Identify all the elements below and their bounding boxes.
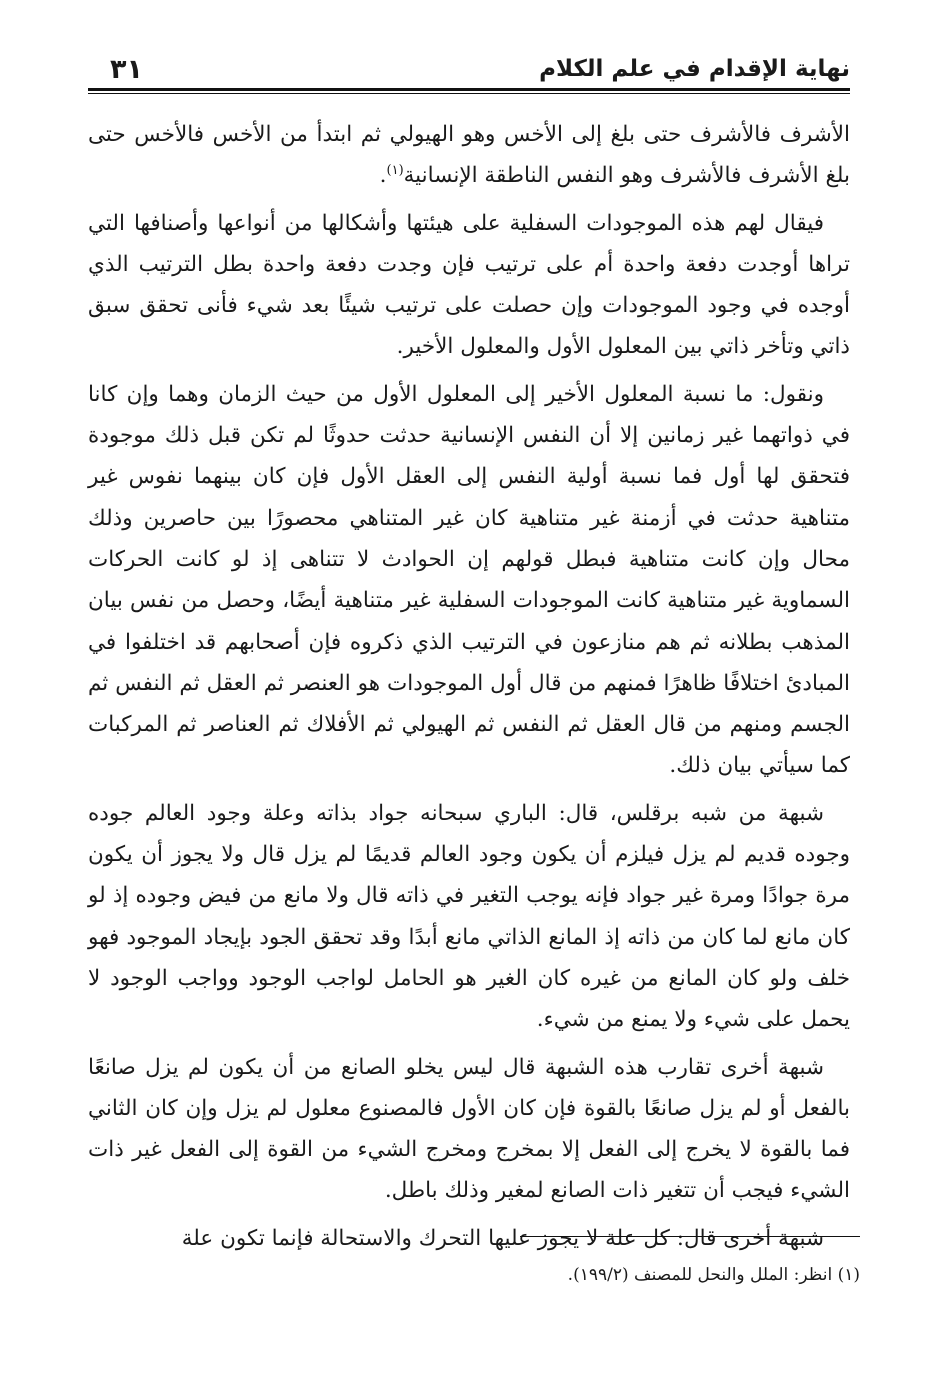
paragraph-6: شبهة أخرى قال: كل علة لا يجوز عليها التحرك والاستحالة فإنما تكون علة xyxy=(181,1225,824,1251)
paragraph-1 xyxy=(88,114,850,197)
paragraph-3: ونقول: ما نسبة المعلول الأخير إلى المعلول الأول من حيث الزمان وهما وإن كانا في ذواتهما غير زمانين إلا أن النفس الإنسانية حدثت حدوثًا لم تكن قبل ذلك موجودة فتحقق لها أول فما نسبة أولية النفس إلى العقل الأول فإن كان بينهما نفوس غير متناهية حدثت في أزمنة غير متناهية كان غير المتناهي محصورًا بين حاصرين وذلك محال وإن كانت متناهية فبطل قولهم إن الحوادث لا تتناهى إذ لو كانت الحركات السماوية غير متناهية كانت الموجودات السفلية غير متناهية أيضًا، وحصل من نفس بيان المذهب بطلانه ثم هم منازعون في الترتيب الذي ذكروه فإن أصحابهم قد اختلفوا في المبادئ اختلافًا ظاهرًا فمنهم من قال أول الموجودات هو العنصر ثم العقل ثم النفس ثم الجسم ومنهم من قال العقل ثم النفس ثم الهيولي ثم الأفلاك ثم العناصر ثم المركبات كما سيأتي بيان ذلك. xyxy=(88,381,850,779)
paragraph-5: شبهة أخرى تقارب هذه الشبهة قال ليس يخلو الصانع من أن يكون لم يزل صانعًا بالفعل أو لم يزل صانعًا بالقوة فإن كان الأول فالمصنوع معلول لم يزل وإن كان الثاني فما بالقوة لا يخرج إلى الفعل إلا بمخرج ومخرج الشيء من القوة إلى الفعل غير ذات الشيء فيجب أن تتغير ذات الصانع لمغير وذلك باطل. xyxy=(88,1054,850,1204)
paragraph-1-end: . xyxy=(379,163,387,189)
footnote-rule xyxy=(520,1236,860,1237)
paragraph-1-text: الأشرف فالأشرف حتى بلغ إلى الأخس وهو الهيولي ثم ابتدأ من الأخس فالأخس حتى بلغ الأشرف فالأشرف وهو النفس الناطقة الإنسانية xyxy=(88,122,850,189)
footnote: (١) انظر: الملل والنحل للمصنف (١٩٩/٢). xyxy=(567,1265,860,1285)
page-number: ٣١ xyxy=(110,54,143,85)
paragraph-4: شبهة من شبه برقلس، قال: الباري سبحانه جواد بذاته وعلة وجود العالم جوده وجوده قديم لم يزل فيلزم أن يكون وجود العالم قديمًا لم يزل قال ولا يجوز أن يكون مرة جوادًا ومرة غير جواد فإنه يوجب التغير في ذاته قال ولا مانع من فيض وجوده إذ لو كان مانع لما كان من ذاته إذ المانع الذاتي مانع أبدًا وقد تحقق الجود بإيجاد الموجود فهو خلف ولو كان المانع من غيره كان الغير هو الحامل لواجب الوجود وواجب الوجود لا يحمل على شيء ولا يمنع من شيء. xyxy=(88,800,850,1033)
footnote-marker: (١) xyxy=(386,163,404,179)
paragraph-2: فيقال لهم هذه الموجودات السفلية على هيئتها وأشكالها من أنواعها وأصنافها التي تراها أوجدت دفعة واحدة أم على ترتيب فإن وجدت دفعة واحدة بطل الترتيب الذي أوجده في وجود الموجودات وإن حصلت على ترتيب شيئًا بعد شيء فأنى تحقق سبق ذاتي وتأخر ذاتي بين المعلول الأول والمعلول الأخير. xyxy=(88,210,850,360)
body-text xyxy=(88,114,850,1265)
book-title: نهاية الإقدام في علم الكلام xyxy=(539,56,850,82)
header-rule xyxy=(88,88,850,94)
